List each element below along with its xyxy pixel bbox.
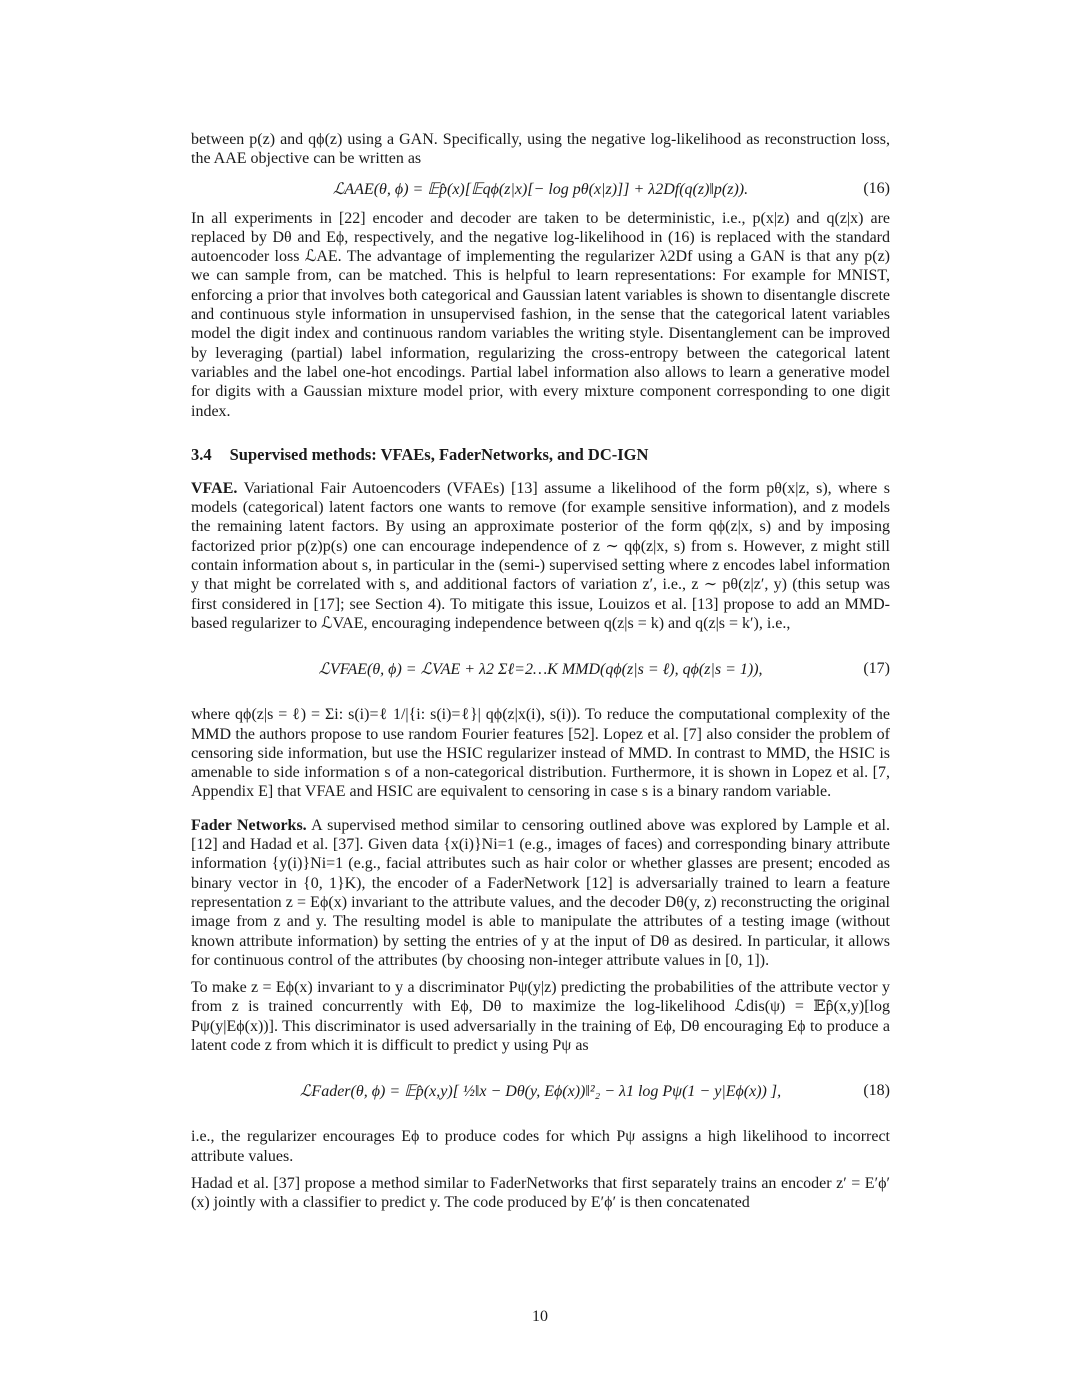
text-column: [191, 130, 890, 1212]
paragraph-fader: [191, 816, 890, 970]
equation-17-body: ℒVFAE(θ, ϕ) = ℒVAE + λ2 Σℓ=2…K MMD(qϕ(z|s = ℓ), qϕ(z|s = 1)),: [318, 661, 763, 679]
paragraph-mmd: where qϕ(z|s = ℓ) = Σi: s(i)=ℓ 1/|{i: s(i)=ℓ}| qϕ(z|x(i), s(i)). To reduce the computational complexity of the MMD the authors propose to use random Fourier features [52]. Lopez et al. [7] also consider the problem of censoring side information, but use the HSIC regularizer instead of MMD. In contrast to MMD, the HSIC is amenable to side information s of a non-categorical distribution. Furthermore, it is shown in Lopez et al. [7, Appendix E] that VFAE and HSIC are equivalent to censoring in case s is a binary random variable.: [191, 706, 890, 801]
paragraph-regularizer: i.e., the regularizer encourages Eϕ to produce codes for which Pψ assigns a high likelihood to incorrect attribute values.: [191, 1128, 890, 1165]
paragraph-aae-experiments: In all experiments in [22] encoder and decoder are taken to be deterministic, i.e., p(x|z) and q(z|x) are replaced by Dθ and Eϕ, respectively, and the negative log-likelihood in (16) is replaced with the standard autoencoder loss ℒAE. The advantage of implementing the regularizer λ2Df using a GAN is that any p(z) we can sample from, can be matched. This is helpful to learn representations: For example for MNIST, enforcing a prior that involves both categorical and Gaussian latent variables is shown to disentangle discrete and continuous style information in unsupervised fashion, in the sense that the categorical latent variables model the digit index and continuous random variables the writing style. Disentanglement can be improved by leveraging (partial) label information, regularizing the cross-entropy between the categorical latent variables and the label one-hot encodings. Partial label information also allows to learn a generative model for digits with a Gaussian mixture model prior, with every mixture component corresponding to one digit index.: [191, 209, 890, 420]
page-number: 10: [532, 1308, 548, 1325]
equation-18-number: (18): [863, 1082, 890, 1100]
section-title: Supervised methods: VFAEs, FaderNetworks, and DC-IGN: [229, 444, 649, 464]
equation-17-number: (17): [863, 660, 890, 678]
fader-body: A supervised method similar to censoring outlined above was explored by Lample et al. [12] and Hadad et al. [37]. Given data {x(i)}Ni=1 (e.g., images of faces) and corresponding binary attribute information {y(i)}Ni=1 (e.g., facial attributes such as hair color or whether glasses are present; encoded as binary vector in {0, 1}K), the encoder of a FaderNetwork [12] is adversarially trained to learn a feature representation z = Eϕ(x) invariant to the attribute values, and the decoder Dθ(y, z) reconstructing the original image from z and y. The resulting model is able to manipulate the attributes of a testing image (without known attribute information) by setting the entries of y at the input of Dθ as desired. In particular, it allows for continuous control of the attributes (by choosing non-integer attribute values in [0, 1]).: [191, 816, 891, 969]
equation-17: [191, 639, 890, 699]
paragraph-discriminator: To make z = Eϕ(x) invariant to y a discriminator Pψ(y|z) predicting the probabilities of the attribute vector y from z is trained concurrently with Eϕ, Dθ to maximize the log-likelihood ℒdis(ψ) = 𝔼p̂(x,y)[log Pψ(y|Eϕ(x))]. This discriminator is used adversarially in the training of Eϕ, Dθ encouraging Eϕ to produce a latent code z from which it is difficult to predict y using Pψ as: [191, 979, 890, 1054]
paragraph-hadad: Hadad et al. [37] propose a method similar to FaderNetworks that first separately trains an encoder z′ = E′ϕ′(x) jointly with a classifier to predict y. The code produced by E′ϕ′ is then concatenated: [191, 1174, 890, 1212]
paragraph-vfae: [191, 479, 890, 633]
equation-16: [191, 175, 890, 203]
equation-18: [191, 1061, 890, 1121]
vfae-run-in-heading: VFAE.: [191, 479, 238, 497]
paragraph-aae-intro: between p(z) and qϕ(z) using a GAN. Specifically, using the negative log-likelihood as reconstruction loss, the AAE objective can be written as: [191, 131, 890, 168]
equation-16-number: (16): [863, 179, 890, 197]
vfae-body: Variational Fair Autoencoders (VFAEs) [13] assume a likelihood of the form pθ(x|z, s), where s models (categorical) latent factors one wants to remove (for example sensitive information), and z models the remaining latent factors. By using an approximate posterior of the form qϕ(z|x, s) and by imposing factorized prior p(z)p(s) one can encourage independence of z ∼ qϕ(z|x, s) from s. However, z might still contain information about s, in particular in the (semi-) supervised setting where z encodes label information y that might be correlated with s, and additional factors of variation z′, i.e., z ∼ pθ(z|z′, y) (this setup was first considered in [17]; see Section 4). To mitigate this issue, Louizos et al. [13] propose to add an MMD-based regularizer to ℒVAE, encouraging independence between q(z|s = k) and q(z|s = k′), i.e.,: [191, 479, 890, 632]
fader-run-in-heading: Fader Networks.: [191, 816, 307, 834]
section-number: 3.4: [191, 444, 212, 464]
section-heading: [191, 445, 890, 465]
equation-18-body: ℒFader(θ, ϕ) = 𝔼p̂(x,y)[ ½‖x − Dθ(y, Eϕ(x))‖²₂ − λ1 log Pψ(1 − y|Eϕ(x)) ],: [299, 1083, 782, 1101]
equation-16-body: ℒAAE(θ, ϕ) = 𝔼p̂(x)[𝔼qϕ(z|x)[− log pθ(x|z)]] + λ2Df(q(z)‖p(z)).: [332, 180, 749, 198]
